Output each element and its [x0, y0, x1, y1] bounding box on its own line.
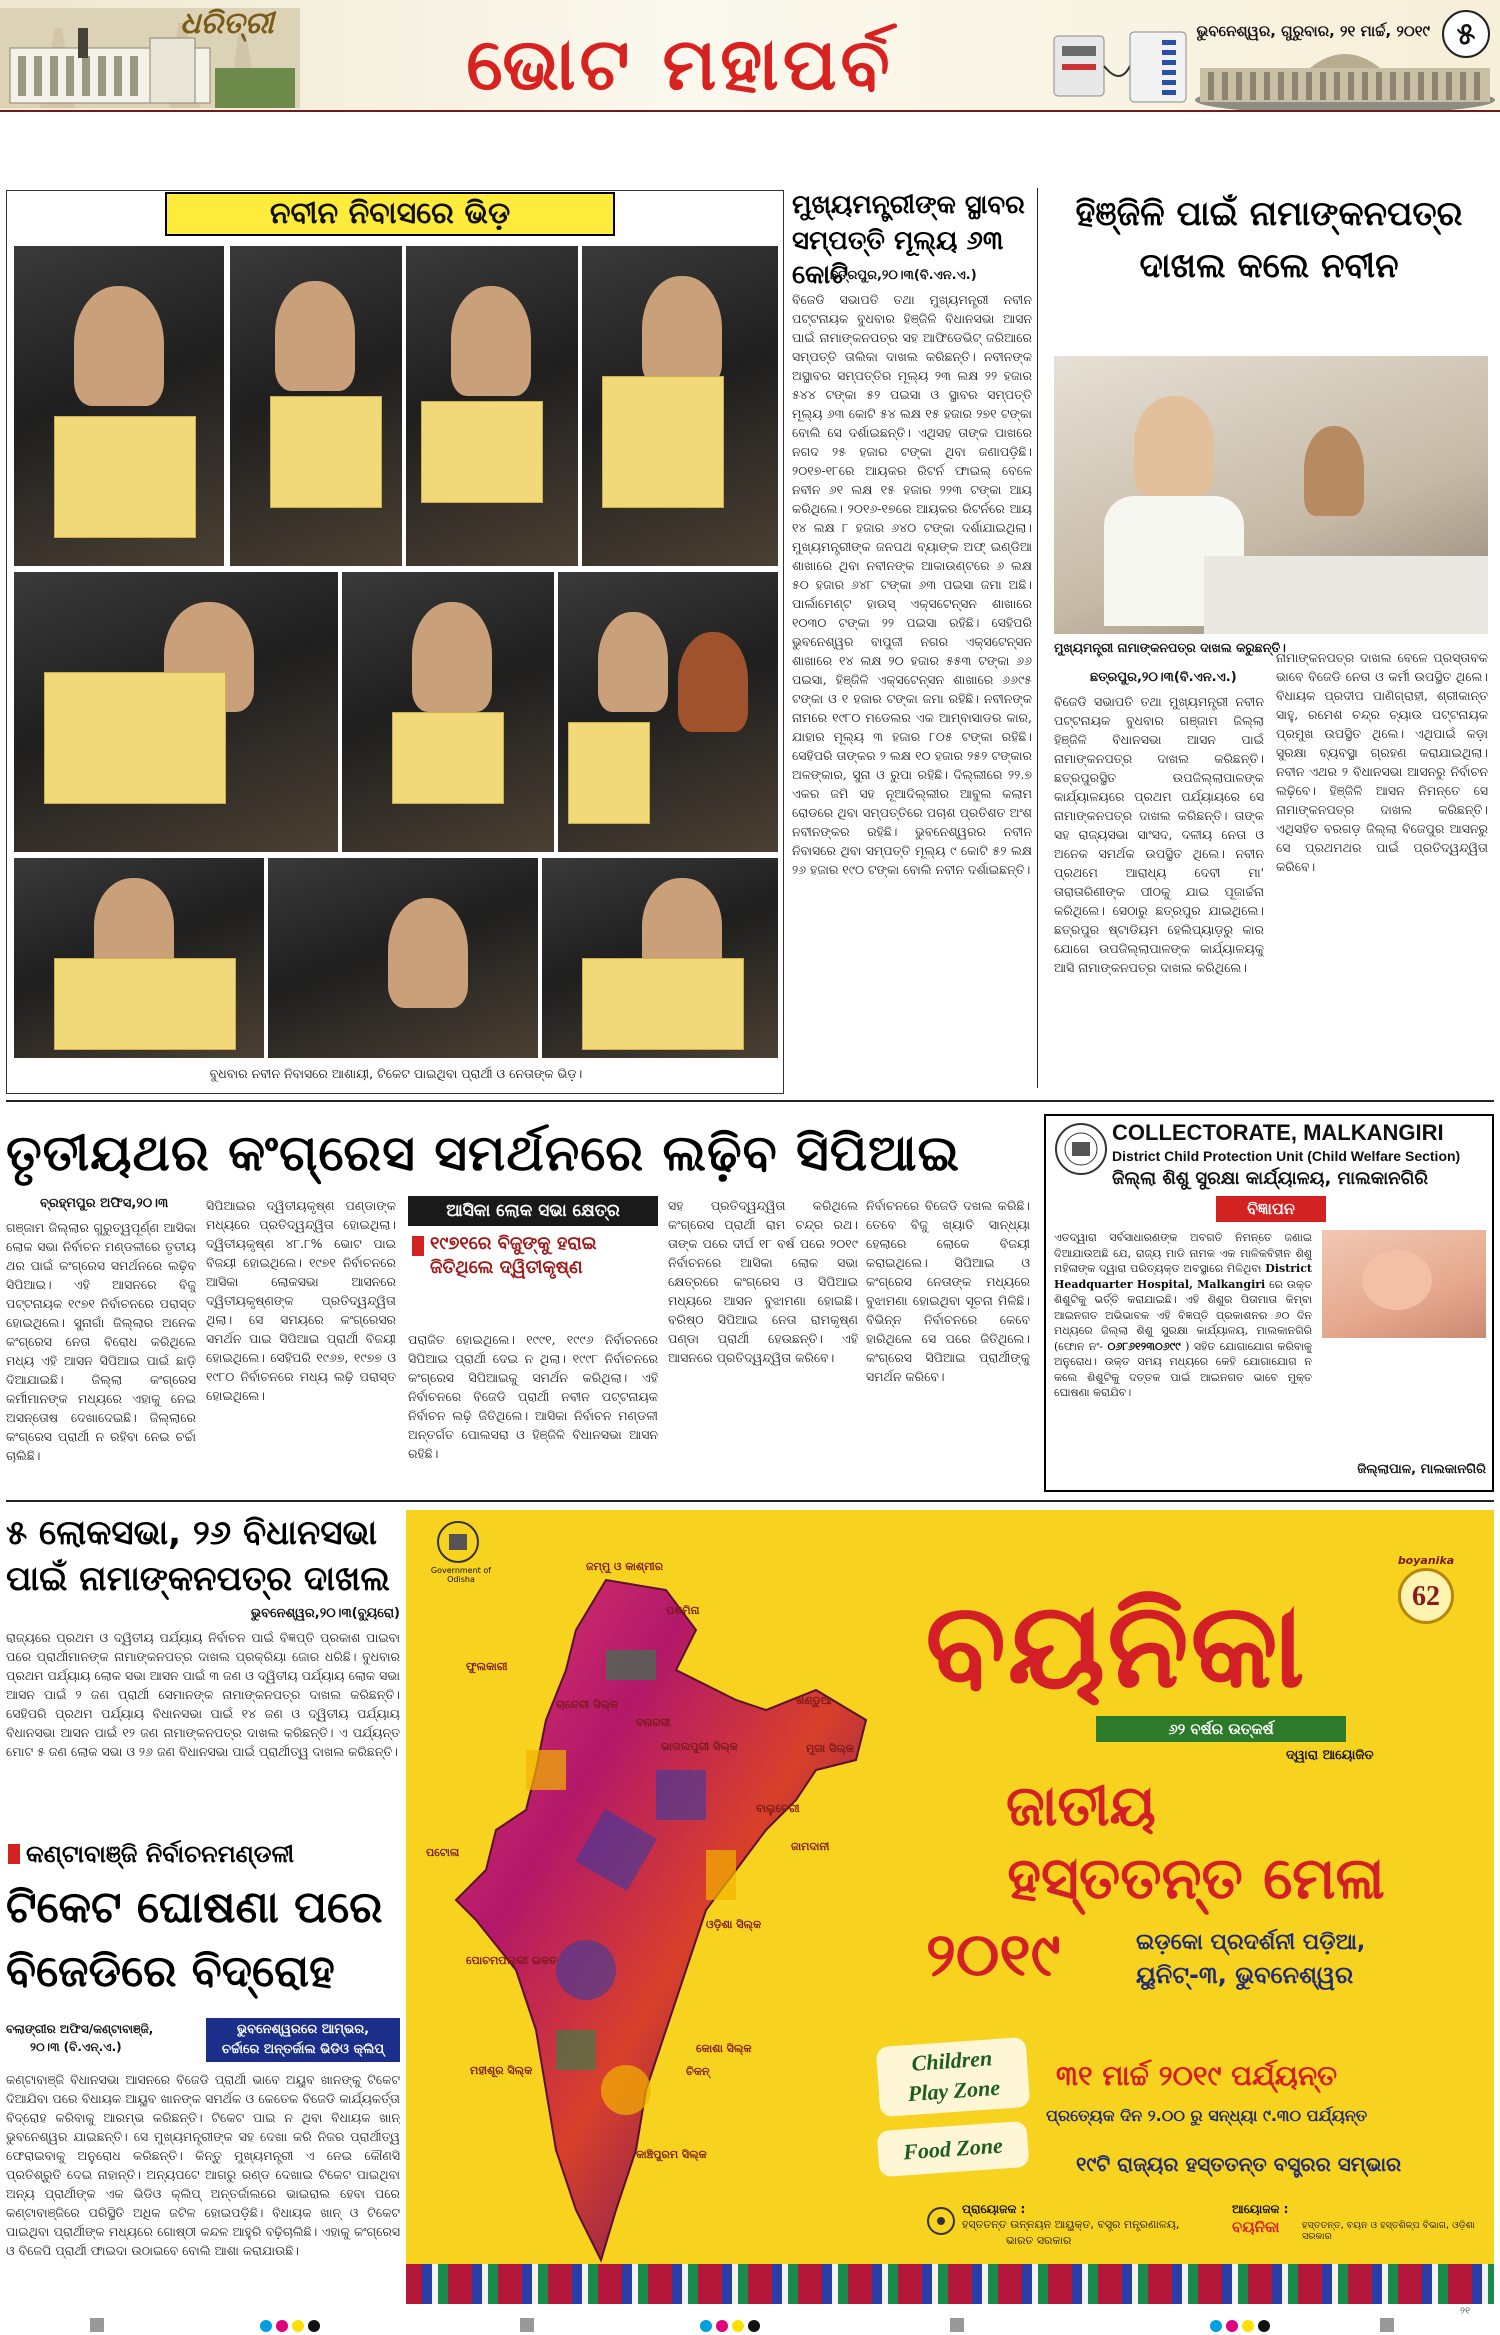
kantabanji-bullet	[8, 1844, 20, 1864]
collectorate-title: COLLECTORATE, MALKANGIRI	[1112, 1120, 1444, 1145]
collectorate-body	[1054, 1230, 1312, 1450]
map-label-3: ଚାନ୍ଦେରୀ ସିଲ୍କ	[556, 1698, 619, 1711]
collectorate-office: ଜିଲ୍ଲା ଶିଶୁ ସୁରକ୍ଷା କାର୍ଯ୍ୟାଳୟ, ମାଲକାନଗିରି	[1112, 1168, 1429, 1189]
sponsor-logo-icon	[926, 2206, 956, 2236]
map-label-1: ଜମ୍ମୁ ଓ କାଶ୍ମୀର	[586, 1560, 664, 1573]
assets-body: ବିଜେଡି ସଭାପତି ତଥା ମୁଖ୍ୟମନ୍ତ୍ରୀ ନବୀନ ପଟ୍ଟନାୟକ ବୁଧବାର ହିଞ୍ଜିଳି ବିଧାନସଭା ଆସନ ପାଇଁ ନାମାଙ୍କନପତ୍ର ସହ ଆଫିଡେଭିଟ୍ ଜରିଆରେ ସମ୍ପତ୍ତି ତାଲିକା ଦାଖଲ କରିଛନ୍ତି। ନବୀନଙ୍କ ଅସ୍ଥାବର ସମ୍ପତ୍ତିର ମୂଲ୍ୟ ୨୩ ଲକ୍ଷ ୨୨ ହଜାର ୫୪୪ ଟଙ୍କା ୫୨ ପଇସା ଓ ସ୍ଥାବର ସମ୍ପତ୍ତି ମୂଲ୍ୟ ୬୩ କୋଟି ୫୪ ଲକ୍ଷ ୧୫ ହଜାର ୨୭୧ ଟଙ୍କା ବୋଲି ସେ ଦର୍ଶାଇଛନ୍ତି। ଏଥିସହ ତାଙ୍କ ପାଖରେ ନଗଦ ୨୫ ହଜାର ଟଙ୍କା ଥିବା ଜଣାପଡ଼ିଛି। ୨୦୧୭-୧୮ରେ ଆୟକର ରିଟର୍ନ ଫାଇଲ୍ ବେଳେ ନବୀନ ୬୧ ଲକ୍ଷ ୧୫ ହଜାର ୨୨୩ ଟଙ୍କା ଆୟ କରିଥିଲେ। ୨୦୧୬-୧୭ରେ ଆୟକର ରିଟର୍ନରେ ଆୟ ୧୪ ଲକ୍ଷ ୮ ହଜାର ୬୪୦ ଟଙ୍କା ଦର୍ଶାଯାଇଥିଲା। ମୁଖ୍ୟମନ୍ତ୍ରୀଙ୍କ ଜନପଥ ବ୍ୟାଙ୍କ ଅଫ୍ ଇଣ୍ଡିଆ ଶାଖାରେ ଥିବା ନବୀନଙ୍କ ଆକାଉଣ୍ଟରେ ୬ ଲକ୍ଷ ୫୦ ହଜାର ୬୪୮ ଟଙ୍କା ୬୩ ପଇସା ଜମା ଅଛି। ପାର୍ଲାମେଣ୍ଟ ହାଉସ୍ ଏକ୍ସଟେନ୍ସନ ଶାଖାରେ ୧୦୩୦ ଟଙ୍କା ୨୨ ପଇସା ରହିଛି। ସେହିପରି ଭୁବନେଶ୍ୱର ବାପୁଜୀ ନଗର ଏକ୍ସଟେନ୍ସନ ଶାଖାରେ ୧୪ ଲକ୍ଷ ୨୦ ହଜାର ୫୫୩ ଟଙ୍କା ୬୬ ପଇସା, ହିଞ୍ଜିଳି ଏକ୍ସଟେନ୍ସନ ଶାଖାରେ ୬୬୯୫ ଟଙ୍କା ଓ ୧ ହଜାର ଟଙ୍କା ଜମା ରହିଛି। ନବୀନଙ୍କ ନାମରେ ୧୯୮୦ ମଡେଲର ଏକ ଆମ୍ବାସାଡର କାର, ଯାହାର ମୂଲ୍ୟ ୩ ହଜାର ୮୦୫ ଟଙ୍କା ରହିଛି। ସେହିପରି ତାଙ୍କର ୨ ଲକ୍ଷ ୧୦ ହଜାର ୨୫୨ ଟଙ୍କାର ଅଳଙ୍କାର, ସୁନା ଓ ରୁପା ରହିଛି। ଦିଲ୍ଲୀରେ ୨୨.୭ ଏକର ଜମି ସହ ନୂଆଦିଲ୍ଲୀର ଆବୁଲ କଲାମ ରୋଡରେ ଥିବା ସମ୍ପତ୍ତିରେ ପଚାଶ ପ୍ରତିଶତ ଅଂଶ ନବୀନଙ୍କର ରହିଛି। ଭୁବନେଶ୍ୱରର ନବୀନ ନିବାସରେ ଥିବା ସମ୍ପତ୍ତି ମୂଲ୍ୟ ୯ କୋଟି ୫୨ ଲକ୍ଷ ୨୬ ହଜାର ୧୯୦ ଟଙ୍କା ବୋଲି ନବୀନ ଦର୍ଶାଇଛନ୍ତି।	[792, 292, 1032, 877]
map-label-14: କୋଶା ସିଲ୍କ	[696, 2042, 752, 2055]
cpi-col3: ପରାଜିତ ହୋଇଥିଲେ। ୧୯୯୧, ୧୯୯୬ ନିର୍ବାଚନରେ ସିପିଆଇ ପ୍ରାର୍ଥୀ ଦେଇ ନ ଥିଲା। ୧୯୯୮ ନିର୍ବାଚନରେ କଂଗ୍ରେସ ସିପିଆଇକୁ ସମର୍ଥନ କରିଥିଲା। ଏହି ନିର୍ବାଚନରେ ବିଜେଡି ପ୍ରାର୍ଥୀ ନବୀନ ପଟ୍ଟନାୟକ ନିର୍ବାଚନ ଲଢ଼ି ଜିତିଥିଲେ। ଆସିକା ନିର୍ବାଚନ ମଣ୍ଡଳୀ ଅନ୍ତର୍ଗତ ପୋଲସରା ଓ ହିଞ୍ଜିଳି ବିଧାନସଭା ଆସନ ରହିଛି।	[408, 1332, 658, 1461]
government-emblem-icon	[436, 1520, 480, 1564]
sponsor-1: ହସ୍ତତନ୍ତ ଉନ୍ନୟନ ଆୟୁକ୍ତ, ବସ୍ତ୍ର ମନ୍ତ୍ରଣାଳୟ,	[962, 2218, 1180, 2231]
collectorate-body-3: ) ସହିତ ଯୋଗାଯୋଗ କରିବାକୁ ଅନୁରୋଧ। ଉକ୍ତ ସମୟ ମଧ୍ୟରେ କେହି ଯୋଗାଯୋଗ ନ କଲେ ଶିଶୁଟିକୁ ଦତ୍ତକ ପାଇଁ ଆଇନଗତ ଭାବେ ମୁକ୍ତ ଘୋଷଣା କରାଯିବ।	[1054, 1339, 1312, 1399]
nomination-body: ରାଜ୍ୟରେ ପ୍ରଥମ ଓ ଦ୍ୱିତୀୟ ପର୍ଯ୍ୟାୟ ନିର୍ବାଚନ ପାଇଁ ବିଜ୍ଞପ୍ତି ପ୍ରକାଶ ପାଇବା ପରେ ପ୍ରାର୍ଥୀମାନଙ୍କ ନାମାଙ୍କନପତ୍ର ଦାଖଲ ପ୍ରକ୍ରିୟା ଜୋର ଧରିଛି। ବୁଧବାର ପ୍ରଥମ ପର୍ଯ୍ୟାୟ ଲୋକ ସଭା ଆସନ ପାଇଁ ୩ ଜଣ ଓ ଦ୍ୱିତୀୟ ପର୍ଯ୍ୟାୟ ଲୋକ ସଭା ଆସନ ପାଇଁ ୨ ଜଣ ପ୍ରାର୍ଥୀ ସେମାନଙ୍କ ନାମାଙ୍କନପତ୍ର ଦାଖଲ କରିଛନ୍ତି। ସେହିପରି ପ୍ରଥମ ପର୍ଯ୍ୟାୟ ବିଧାନସଭା ପାଇଁ ୧୪ ଜଣ ଓ ଦ୍ୱିତୀୟ ପର୍ଯ୍ୟାୟ ବିଧାନସଭା ଆସନ ପାଇଁ ୧୨ ଜଣ ନାମାଙ୍କନପତ୍ର ଦାଖଲ କରିଛନ୍ତି। ଏ ପର୍ଯ୍ୟନ୍ତ ମୋଟ ୫ ଜଣ ଲୋକ ସଭା ଓ ୨୬ ଜଣ ବିଧାନସଭା ପାଇଁ ପ୍ରାର୍ଥୀତ୍ୱ ଦାଖଲ କରିଛନ୍ତି।	[6, 1630, 400, 1759]
anniversary-badge	[1376, 1554, 1476, 1636]
photo-supporter-5	[14, 572, 338, 852]
photo-supporter-6	[342, 572, 554, 852]
assets-headline-l2: ସମ୍ପତ୍ତି ମୂଲ୍ୟ ୬୩ କୋଟି	[792, 226, 1004, 290]
children-play-zone-badge	[876, 2037, 1031, 2117]
map-label-2: ଫୁଲକାରୀ	[466, 1660, 508, 1673]
anniversary-label: boyanika	[1397, 1554, 1455, 1567]
photo-story-banner: ନବୀନ ନିବାସରେ ଭିଡ଼	[165, 192, 615, 236]
ad-year: ୨୦୧୯	[926, 1920, 1061, 1990]
collectorate-subtitle: District Child Protection Unit (Child Welfare Section)	[1112, 1148, 1461, 1164]
kantabanji-body: କଣ୍ଟାବାଞ୍ଜି ବିଧାନସଭା ଆସନରେ ବିଜେଡି ପ୍ରାର୍ଥୀ ଭାବେ ଅୟୁବ ଖାନଙ୍କୁ ଟିକେଟ ଦିଆଯିବା ପରେ ବିଧାୟକ ଆୟୁବ ଖାନଙ୍କ ସମର୍ଥକ ଓ କେତେକ ବିଜେଡି କାର୍ଯ୍ୟକର୍ତ୍ତା ବିଦ୍ରୋହ କରିବାକୁ ଆରମ୍ଭ କରିଛନ୍ତି। ଟିକେଟ ପାଇ ନ ଥିବା ବିଧାୟକ ଖାନ୍ ଭୁବନେଶ୍ୱର ଯାଇଛନ୍ତି। ସେ ମୁଖ୍ୟମନ୍ତ୍ରୀଙ୍କ ସହ ଦେଖା କରି ନିଜର ପ୍ରାର୍ଥୀତ୍ୱ ଫେରାଇବାକୁ ଅନୁରୋଧ କରିଛନ୍ତି। କିନ୍ତୁ ମୁଖ୍ୟମନ୍ତ୍ରୀ ଏ ନେଇ କୌଣସି ପ୍ରତିଶ୍ରୁତି ଦେଇ ନାହାନ୍ତି। ଅନ୍ୟପଟେ ଆଗରୁ ରଣ୍ଡ ଦେଖାଇ ଟିକେଟ ପାଇଥିବା ଅନ୍ୟ ପ୍ରାର୍ଥୀଙ୍କ ଏକ ଭିଡିଓ କ୍ଲିପ୍ ଅନ୍ତର୍ଜାଲରେ ଭାଇରାଲ ହେବା ପରେ କଣ୍ଟାବାଞ୍ଜିରେ ପରିସ୍ଥିତି ଅଧିକ ଜଟିଳ ହୋଇପଡ଼ିଛି। ବିଧାୟକ ଖାନ୍ ଓ ଟିକେଟ ପାଇଥିବା ପ୍ରାର୍ଥୀଙ୍କ ମଧ୍ୟରେ ଗୋଷ୍ଠୀ କନ୍ଦଳ ଆହୁରି ବଢ଼ିଚାଲିଛି। ଏହାକୁ କଂଗ୍ରେସ ଓ ବିଜେପି ପ୍ରାର୍ଥୀ ଫାଇଦା ଉଠାଇବେ ବୋଲି ଆଶା କରାଯାଉଛି।	[6, 2072, 400, 2258]
map-label-12: ପୋଚମପଲ୍ଲୀ ଇକତ	[466, 1954, 558, 1967]
ad-line1: ଜାତୀୟ	[1006, 1774, 1156, 1839]
ad-until: ୩୧ ମାର୍ଚ୍ଚ ୨୦୧୯ ପର୍ଯ୍ୟନ୍ତ	[1056, 2059, 1338, 2092]
print-registration-marks	[0, 2318, 1500, 2335]
masthead-brand: ଧରିତ୍ରୀ	[180, 6, 274, 41]
kantabanji-sub-box	[206, 2018, 400, 2062]
sponsor-2: ଭାରତ ସରକାର	[1006, 2234, 1072, 2247]
kantabanji-dateline-1: ବଲାଙ୍ଗୀର ଅଫିସ/କଣ୍ଟାବାଞ୍ଜି,	[6, 2022, 154, 2036]
map-label-7: ମୁଗା ସିଲ୍କ	[806, 1742, 854, 1755]
assets-dateline: ଛତ୍ରପୁର,୨୦।୩(ବି.ଏନ.ଏ.)	[830, 268, 977, 283]
map-label-9: ଜାମଦାନୀ	[791, 1840, 830, 1853]
cpi-sidebox-bullet	[412, 1236, 424, 1256]
kantabanji-dateline-2: ୨୦।୩ (ବି.ଏନ୍.ଏ.)	[30, 2040, 122, 2054]
food-zone-badge: Food Zone	[877, 2121, 1030, 2177]
page-folio: ୨୧	[1460, 2306, 1471, 2317]
ad-states: ୧୯ଟି ରାଜ୍ୟର ହସ୍ତତନ୍ତ ବସ୍ତ୍ରର ସମ୍ଭାର	[1076, 2152, 1402, 2176]
photo-supporter-10	[542, 858, 778, 1058]
infant-photo	[1322, 1230, 1486, 1338]
nomination-headline-l2: ପାଇଁ ନାମାଙ୍କନପତ୍ର ଦାଖଲ	[6, 1559, 390, 1599]
anniversary-number: 62	[1398, 1568, 1454, 1624]
photo-supporter-9	[268, 858, 538, 1058]
collectorate-body-en: District Headquarter Hospital, Malkangiri	[1054, 1262, 1312, 1291]
collectorate-body-1: ଏତଦ୍ୱାରା ସର୍ବସାଧାରଣଙ୍କ ଅବଗତି ନିମନ୍ତେ ଜଣାଇ ଦିଆଯାଉଅଛି ଯେ, ରାଜ୍ୟ ମାଡି ନାମକ ଏକ ମାଳିକବିହୀନ ଶିଶୁ ମହିଳାଙ୍କ ଦ୍ୱାରା ପରିତ୍ୟକ୍ତ ଅବସ୍ଥାରେ ମିଳିଥିବା	[1054, 1231, 1312, 1275]
map-label-11: ପଟୋଳା	[426, 1846, 460, 1859]
column-divider	[1037, 188, 1038, 1088]
boyanika-ad	[406, 1510, 1494, 2304]
hinjili-dateline: ଛତ୍ରପୁର,୨୦।୩(ବି.ଏନ.ଏ.)	[1090, 670, 1237, 685]
section-divider	[6, 1100, 1494, 1102]
nomination-dateline: ଭୁବନେଶ୍ୱର,୨୦।୩(ବ୍ୟୁରୋ)	[250, 1606, 400, 1621]
masthead	[0, 0, 1500, 112]
kantabanji-kicker: କଣ୍ଟାବାଞ୍ଜି ନିର୍ବାଚନମଣ୍ଡଳୀ	[26, 1840, 295, 1868]
ad-pattern-border	[406, 2264, 1494, 2304]
india-handloom-map	[436, 1570, 896, 2270]
cpi-col5: ନିର୍ବାଚନରେ ବିଜେଡି ଦଖଲ କରିଛି। ତେବେ ବିଜୁ ଖ୍ୟାତି ସାନ୍ଧ୍ୟା ହେଲାରେ ଲୋକେ ବିଜୟୀ କରାଇଥିଲେ। ସିପିଆଇ ଓ କଂଗ୍ରେସ ନେତାଙ୍କ ମଧ୍ୟରେ ବୁଝାମଣା ହୋଇଥିବା ସୂଚନା ମିଳିଛି। ବିଭିନ୍ନ ନିର୍ବାଚନରେ କେବେ ହାରିଥିଲେ ସେ ପରେ ଜିତିଥିଲେ। କଂଗ୍ରେସ ସିପିଆଇ ପ୍ରାର୍ଥୀଙ୍କୁ ସମର୍ଥନ କରିବେ।	[866, 1198, 1030, 1384]
masthead-title: ଭୋଟ ମହାପର୍ବ	[466, 22, 894, 106]
odisha-emblem-icon	[1054, 1122, 1108, 1176]
cpi-sidebox-label: ଆସିକା ଲୋକ ସଭା କ୍ଷେତ୍ର	[408, 1196, 658, 1226]
map-label-16: ଖଣ୍ଡୁଆ	[796, 1694, 832, 1707]
boyanika-organized-by: ଦ୍ୱାରା ଆୟୋଜିତ	[1286, 1748, 1374, 1763]
map-label-6: ଭାଗଲପୁରୀ ସିଲ୍କ	[661, 1740, 738, 1753]
photo-supporter-3	[406, 246, 578, 566]
hinjili-photo	[1054, 356, 1488, 634]
hinjili-body-col2: ନାମାଙ୍କନପତ୍ର ଦାଖଲ ବେଳେ ପ୍ରସ୍ତାବକ ଭାବେ ବିଜେଡି ନେତା ଓ କର୍ମୀ ଉପସ୍ଥିତ ଥିଲେ। ବିଧାୟକ ପ୍ରଦୀପ ପାଣିଗ୍ରାହୀ, ଶ୍ରୀକାନ୍ତ ସାହୁ, ରମେଶ ଚନ୍ଦ୍ର ଚ୍ୟାଉ ପଟ୍ଟନାୟକ ପ୍ରମୁଖ ଉପସ୍ଥିତ ଥିଲେ। ଏଥିପାଇଁ କଡ଼ା ସୁରକ୍ଷା ବ୍ୟବସ୍ଥା ଗ୍ରହଣ କରାଯାଇଥିଲା। ନବୀନ ଏଥର ୨ ବିଧାନସଭା ଆସନରୁ ନିର୍ବାଚନ ଲଢ଼ିବେ। ହିଞ୍ଜିଳି ଆସନ ନିମନ୍ତେ ସେ ନାମାଙ୍କନପତ୍ର ଦାଖଲ କରିଛନ୍ତି। ଏଥିସହିତ ବରଗଡ଼ ଜିଲ୍ଲା ବିଜେପୁର ଆସନରୁ ସେ ପ୍ରଥମଥର ପାଇଁ ପ୍ରତିଦ୍ୱନ୍ଦ୍ୱିତା କରିବେ।	[1276, 650, 1488, 874]
collectorate-phone: ୦୬୮୬୧୨୩୦୬୯୯	[1107, 1339, 1181, 1353]
map-label-4: ପଶମିନା	[666, 1604, 700, 1617]
organizer-brand: ବୟନିକା	[1232, 2218, 1280, 2236]
photo-supporter-4	[582, 246, 778, 566]
map-label-17: ଚିକନ୍	[686, 2065, 710, 2078]
ad-venue-2: ୟୁନିଟ୍-୩, ଭୁବନେଶ୍ୱର	[1136, 1961, 1354, 1989]
ad-timings: ପ୍ରତ୍ୟେକ ଦିନ ୨.୦୦ ରୁ ସନ୍ଧ୍ୟା ୯.୩୦ ପର୍ଯ୍ୟନ୍ତ	[1046, 2106, 1368, 2125]
cpi-col4: ସହ ପ୍ରତିଦ୍ୱନ୍ଦ୍ୱିତା କରିଥିଲେ କଂଗ୍ରେସ ପ୍ରାର୍ଥୀ ରାମ ଚନ୍ଦ୍ର ରଥ। ତାଙ୍କ ପରେ ଦୀର୍ଘ ୧୮ ବର୍ଷ ପରେ ୨୦୧୯ ନିର୍ବାଚନରେ ଆସିକା ଲୋକ ସଭା କ୍ଷେତ୍ରରେ କଂଗ୍ରେସ ଓ ସିପିଆଇ ମଧ୍ୟରେ ଆସନ ବୁଝାମଣା ହୋଇଛି। ବରିଷ୍ଠ ସିପିଆଇ ନେତା ରାମକୃଷ୍ଣ ପଣ୍ଡା ପ୍ରାର୍ଥୀ ହେଉଛନ୍ତି। ଏହି ଆସନରେ ପ୍ରତିଦ୍ୱନ୍ଦ୍ୱିତା କରିବେ।	[668, 1198, 858, 1365]
photo-supporter-1	[14, 246, 224, 566]
children-play-zone-2: Play Zone	[907, 2074, 1001, 2107]
cpi-sidebox	[408, 1196, 658, 1316]
cpi-dateline: ବ୍ରହ୍ମପୁର ଅଫିସ,୨୦।୩	[40, 1196, 169, 1211]
kantabanji-sub-box-1: ଭୁବନେଶ୍ୱରରେ ଆମ୍ଭର,	[236, 2022, 370, 2037]
collectorate-signature: ଜିଲ୍ଲାପାଳ, ମାଲକାନଗିରି	[1357, 1462, 1486, 1477]
organizer-label: ଆୟୋଜକ :	[1232, 2202, 1289, 2216]
map-label-13: ମହୀଶୂର ସିଲ୍କ	[470, 2064, 533, 2077]
cpi-headline: ତୃତୀୟଥର କଂଗ୍ରେସ ସମର୍ଥନରେ ଲଢ଼ିବ ସିପିଆଇ	[6, 1124, 961, 1182]
nomination-headline-l1: ୫ ଲୋକସଭା, ୨୬ ବିଧାନସଭା	[6, 1513, 378, 1553]
boyanika-years: ୬୨ ବର୍ଷର ଉତ୍କର୍ଷ	[1096, 1716, 1346, 1742]
section-divider-2	[6, 1500, 1494, 1502]
ad-venue-1: ଇଡ଼କୋ ପ୍ରଦର୍ଶନୀ ପଡ଼ିଆ,	[1136, 1930, 1366, 1955]
photo-supporter-8	[14, 858, 264, 1058]
collectorate-notice	[1044, 1114, 1494, 1492]
ad-line2: ହସ୍ତତନ୍ତ ମେଳା	[1007, 1844, 1385, 1912]
map-label-15: କାଞ୍ଚିପୁରମ ସିଲ୍କ	[636, 2148, 707, 2161]
cpi-col2: ସିପିଆଇର ଦ୍ୱିତୀୟକୃଷ୍ଣ ପଣ୍ଡାଙ୍କ ମଧ୍ୟରେ ପ୍ରତିଦ୍ୱନ୍ଦ୍ୱିତା ହୋଇଥିଲା। ଦ୍ୱିତୀୟକୃଷ୍ଣ ୪୮.୮% ଭୋଟ ପାଇ ବିଜୟୀ ହୋଇଥିଲେ। ୧୯୭୧ ନିର୍ବାଚନରେ ଆସିକା ଲୋକସଭା ଆସନରେ ଦ୍ୱିତୀୟକୃଷ୍ଣଙ୍କ ପ୍ରତିଦ୍ୱନ୍ଦ୍ୱିତା ଥିଲା। ସେ ସମୟରେ କଂଗ୍ରେସର ସମର୍ଥନ ପାଇ ସିପିଆଇ ପ୍ରାର୍ଥୀ ବିଜୟୀ ହୋଇଥିଲେ। ସେହିପରି ୧୯୬୭, ୧୯୭୭ ଓ ୧୯୮୦ ନିର୍ବାଚନରେ ମଧ୍ୟ ଲଢ଼ି ପରାସ୍ତ ହୋଇଥିଲେ।	[206, 1198, 396, 1403]
photo-story-caption: ବୁଧବାର ନବୀନ ନିବାସରେ ଆଶାୟୀ, ଟିକେଟ ପାଇଥିବା ପ୍ରାର୍ଥୀ ଓ ନେତାଙ୍କ ଭିଡ଼।	[209, 1066, 583, 1081]
kantabanji-headline-l1: ଟିକେଟ ଘୋଷଣା ପରେ	[6, 1882, 383, 1933]
government-label: Government of Odisha	[430, 1566, 492, 1584]
map-label-10: ଓଡ଼ିଶା ସିଲ୍କ	[706, 1918, 762, 1931]
masthead-date: ଭୁବନେଶ୍ୱର, ଗୁରୁବାର, ୨୧ ମାର୍ଚ୍ଚ, ୨୦୧୯	[1196, 22, 1430, 40]
collectorate-body-2: ରେ ଉକ୍ତ ଶିଶୁଟିକୁ ଭର୍ତ୍ତି କରାଯାଇଛି। ଏହି ଶିଶୁର ପିତାମାତା କିମ୍ବା ଆଇନଗତ ଅଭିଭାବକ ଏହି ବିଜ୍ଞପ୍ତି ପ୍ରକାଶନର ୬୦ ଦିନ ମଧ୍ୟରେ ଜିଲ୍ଲା ଶିଶୁ ସୁରକ୍ଷା କାର୍ଯ୍ୟାଳୟ, ମାଲକାନଗିରି (ଫୋନ ନଂ-	[1054, 1277, 1312, 1353]
hinjili-caption: ମୁଖ୍ୟମନ୍ତ୍ରୀ ନାମାଙ୍କନପତ୍ର ଦାଖଲ କରୁଛନ୍ତି।	[1054, 640, 1286, 655]
cpi-col1: ଗଞ୍ଜାମ ଜିଲ୍ଲାର ଗୁରୁତ୍ୱପୂର୍ଣ୍ଣ ଆସିକା ଲୋକ ସଭା ନିର୍ବାଚନ ମଣ୍ଡଳୀରେ ତୃତୀୟ ଥର ପାଇଁ କଂଗ୍ରେସ ସମର୍ଥନରେ ଲଢ଼ିବ ସିପିଆଇ। ଏହି ଆସନରେ ବିଜୁ ପଟ୍ଟନାୟକ ୧୯୭୧ ନିର୍ବାଚନରେ ପରାସ୍ତ ହୋଇଥିଲେ। ସୁନାଗାଁ ଜିଲ୍ଲାର ଅନେକ କଂଗ୍ରେସ ନେତା ବିରୋଧ କରିଥିଲେ ମଧ୍ୟ ଏହି ଆସନ ସିପିଆଇ ପାଇଁ ଛାଡ଼ି ଦିଆଯାଇଛି। ଜିଲ୍ଲା କଂଗ୍ରେସ କର୍ମୀମାନଙ୍କ ମଧ୍ୟରେ ଏହାକୁ ନେଇ ଅସନ୍ତୋଷ ଦେଖାଦେଇଛି। ଜିଲ୍ଲାରେ କଂଗ୍ରେସ ପ୍ରାର୍ଥୀ ନ ରହିବା ନେଇ ଚର୍ଚ୍ଚା ଚାଲିଛି।	[6, 1220, 196, 1463]
assets-headline-l1: ମୁଖ୍ୟମନ୍ତ୍ରୀଙ୍କ ସ୍ଥାବର	[792, 190, 1025, 220]
collectorate-notice-label: ବିଜ୍ଞାପନ	[1216, 1196, 1326, 1222]
organizer-dept: ହସ୍ତତନ୍ତ, ବୟନ ଓ ହସ୍ତଶିଳ୍ପ ବିଭାଗ, ଓଡ଼ିଶା ସରକାର	[1302, 2220, 1475, 2242]
cpi-sidebox-head: ୧୯୭୧ରେ ବିଜୁଙ୍କୁ ହରାଇ ଜିତିଥିଲେ ଦ୍ୱିତୀକୃଷ୍ଣ	[430, 1233, 597, 1278]
kantabanji-sub-box-2: ଚର୍ଚ୍ଚାରେ ଅନ୍ତର୍ଜାଲ ଭିଡିଓ କ୍ଲିପ୍	[221, 2042, 385, 2057]
photo-supporter-2	[230, 246, 402, 566]
hinjili-headline-l1: ହିଞ୍ଜିଳି ପାଇଁ ନାମାଙ୍କନପତ୍ର	[1075, 194, 1463, 234]
map-label-5: ବନାରସୀ	[636, 1716, 671, 1729]
photo-supporter-7	[558, 572, 778, 852]
hinjili-body-col1: ବିଜେଡି ସଭାପତି ତଥା ମୁଖ୍ୟମନ୍ତ୍ରୀ ନବୀନ ପଟ୍ଟନାୟକ ବୁଧବାର ଗଞ୍ଜାମ ଜିଲ୍ଲା ହିଞ୍ଜିଳି ବିଧାନସଭା ଆସନ ପାଇଁ ନାମାଙ୍କନପତ୍ର ଦାଖଲ କରିଛନ୍ତି। ଛତ୍ରପୁରସ୍ଥିତ ଉପଜିଲ୍ଲାପାଳଙ୍କ କାର୍ଯ୍ୟାଳୟରେ ପ୍ରଥମ ପର୍ଯ୍ୟାୟରେ ସେ ନାମାଙ୍କନପତ୍ର ଦାଖଲ କରିଛନ୍ତି। ତାଙ୍କ ସହ ରାଜ୍ୟସଭା ସାଂସଦ, ଦଳୀୟ ନେତା ଓ ଅନେକ ସମର୍ଥକ ଉପସ୍ଥିତ ଥିଲେ। ନବୀନ ପ୍ରଥମେ ଆରାଧ୍ୟ ଦେବୀ ମା' ତାରାତାରିଣୀଙ୍କ ପୀଠକୁ ଯାଇ ପୂଜାର୍ଚ୍ଚନା କରିଥିଲେ। ସେଠାରୁ ଛତ୍ରପୁର ଯାଇଥିଲେ। ଛତ୍ରପୁର ଷ୍ଟାଡିୟମ ହେଲିପ୍ୟାଡ଼ରୁ କାର ଯୋଗେ ଉପଜିଲ୍ଲାପାଳଙ୍କ କାର୍ଯ୍ୟାଳୟକୁ ଆସି ନାମାଙ୍କନପତ୍ର ଦାଖଲ କରିଥିଲେ।	[1054, 694, 1264, 975]
page-number: ୫	[1442, 10, 1490, 58]
map-label-8: ବାଲୁଚେରୀ	[756, 1802, 800, 1815]
kantabanji-headline-l2: ବିଜେଡିରେ ବିଦ୍ରୋହ	[6, 1946, 335, 1997]
sponsor-label: ପ୍ରାୟୋଜକ :	[962, 2202, 1026, 2216]
boyanika-brand: ବୟନିକା	[925, 1576, 1307, 1714]
children-play-zone-1: Children	[910, 2045, 993, 2076]
hinjili-headline-l2: ଦାଖଲ କଲେ ନବୀନ	[1139, 246, 1399, 286]
